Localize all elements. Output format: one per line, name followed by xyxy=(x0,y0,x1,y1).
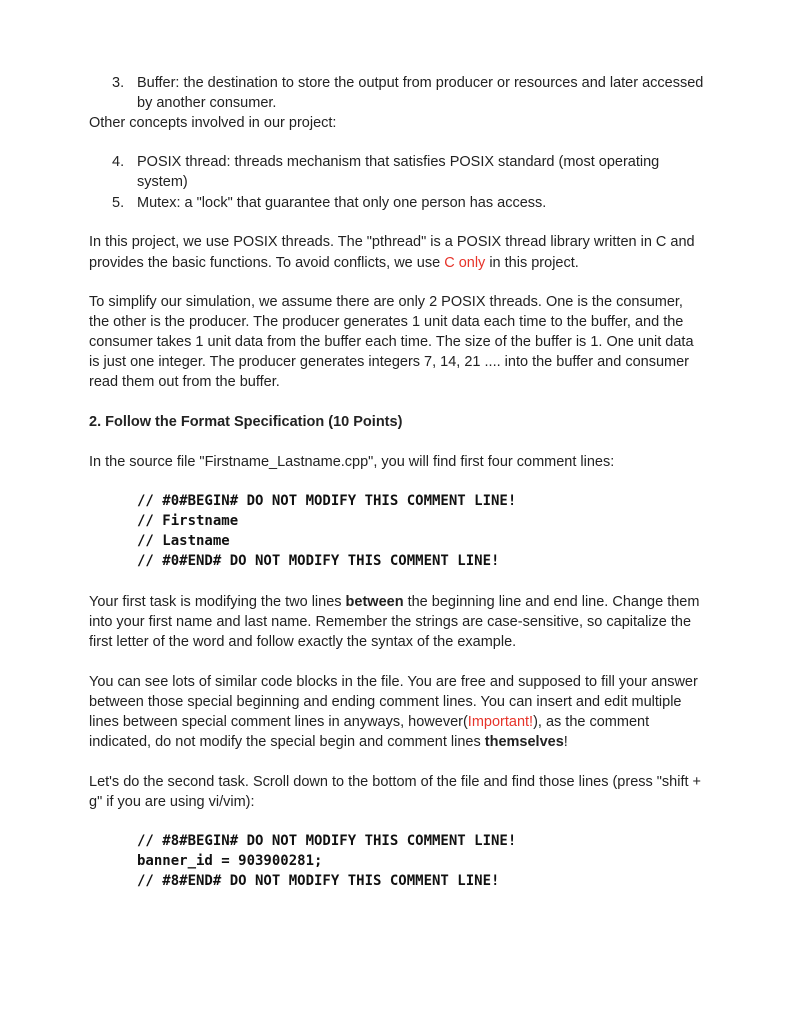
posix-para-line-1: In this project, we use POSIX threads. The "pthread" is a POSIX thread library written in C and xyxy=(89,234,695,250)
posix-para-line-2-post: in this project. xyxy=(485,255,579,271)
simplify-para-line-2: the other is the producer. The producer generates 1 unit data each time to the buffer, and the xyxy=(89,314,684,330)
section-heading: 2. Follow the Format Specification (10 Points) xyxy=(89,414,403,430)
list-item-4-line-1: POSIX thread: threads mechanism that satisfies POSIX standard (most operating xyxy=(137,154,660,170)
code-line-banner-id: banner_id = 903900281; xyxy=(137,853,323,869)
code-blocks-line-4 xyxy=(89,732,568,752)
list-number-3: 3. xyxy=(112,75,125,91)
list-item-3-line-1: Buffer: the destination to store the output from producer or resources and later accessed xyxy=(137,75,704,91)
code-blocks-line-4-pre: indicated, do not modify the special begin and comment lines xyxy=(89,734,485,750)
code-line-begin-8: // #8#BEGIN# DO NOT MODIFY THIS COMMENT LINE! xyxy=(137,833,517,849)
simplify-para-line-4: is just one integer. The producer generates integers 7, 14, 21 .... into the buffer and consumer xyxy=(89,354,689,370)
code-blocks-line-3-post: ), as the comment xyxy=(533,714,650,730)
between-emphasis: between xyxy=(345,594,404,610)
code-line-lastname: // Lastname xyxy=(137,533,230,549)
first-task-line-2: into your first name and last name. Remember the strings are case-sensitive, so capitalize the xyxy=(89,614,692,630)
simplify-para-line-3: consumer takes 1 unit data from the buffer each time. The size of the buffer is 1. One unit data xyxy=(89,334,694,350)
simplify-para-line-5: read them out from the buffer. xyxy=(89,374,280,390)
first-task-line-1-post: the beginning line and end line. Change them xyxy=(403,594,700,610)
source-file-para: In the source file "Firstname_Lastname.cpp", you will find first four comment lines: xyxy=(89,454,615,470)
code-line-begin-0: // #0#BEGIN# DO NOT MODIFY THIS COMMENT LINE! xyxy=(137,493,517,509)
code-blocks-line-3 xyxy=(89,712,649,732)
c-only-highlight: C only xyxy=(444,255,486,271)
list-number-4: 4. xyxy=(112,154,125,170)
list-item-4-line-2: system) xyxy=(137,174,188,190)
first-task-line-1-pre: Your first task is modifying the two lines xyxy=(89,594,346,610)
other-concepts-text: Other concepts involved in our project: xyxy=(89,115,337,131)
code-line-end-8: // #8#END# DO NOT MODIFY THIS COMMENT LINE! xyxy=(137,873,500,889)
code-blocks-line-4-post: ! xyxy=(563,734,568,750)
posix-para-line-2 xyxy=(89,253,579,273)
code-blocks-line-3-pre: lines between special comment lines in anyways, however( xyxy=(89,714,468,730)
list-item-5-line-1: Mutex: a "lock" that guarantee that only one person has access. xyxy=(137,195,547,211)
code-line-end-0: // #0#END# DO NOT MODIFY THIS COMMENT LINE! xyxy=(137,553,500,569)
second-task-line-1: Let's do the second task. Scroll down to the bottom of the file and find those lines (press "shift + xyxy=(89,774,702,790)
list-number-5: 5. xyxy=(112,195,125,211)
simplify-para-line-1: To simplify our simulation, we assume there are only 2 POSIX threads. One is the consumer, xyxy=(89,294,683,310)
second-task-line-2: g" if you are using vi/vim): xyxy=(89,794,255,810)
important-highlight: Important! xyxy=(467,714,534,730)
first-task-line-1 xyxy=(89,592,699,612)
code-blocks-line-1: You can see lots of similar code blocks in the file. You are free and supposed to fill your answer xyxy=(89,674,698,690)
code-blocks-line-2: between those special beginning and ending comment lines. You can insert and edit multiple xyxy=(89,694,682,710)
themselves-emphasis: themselves xyxy=(484,734,564,750)
posix-para-line-2-pre: provides the basic functions. To avoid conflicts, we use xyxy=(89,255,445,271)
list-item-3-line-2: by another consumer. xyxy=(137,95,277,111)
first-task-line-3: first letter of the word and follow exactly the syntax of the example. xyxy=(89,634,517,650)
code-line-firstname: // Firstname xyxy=(137,513,239,529)
